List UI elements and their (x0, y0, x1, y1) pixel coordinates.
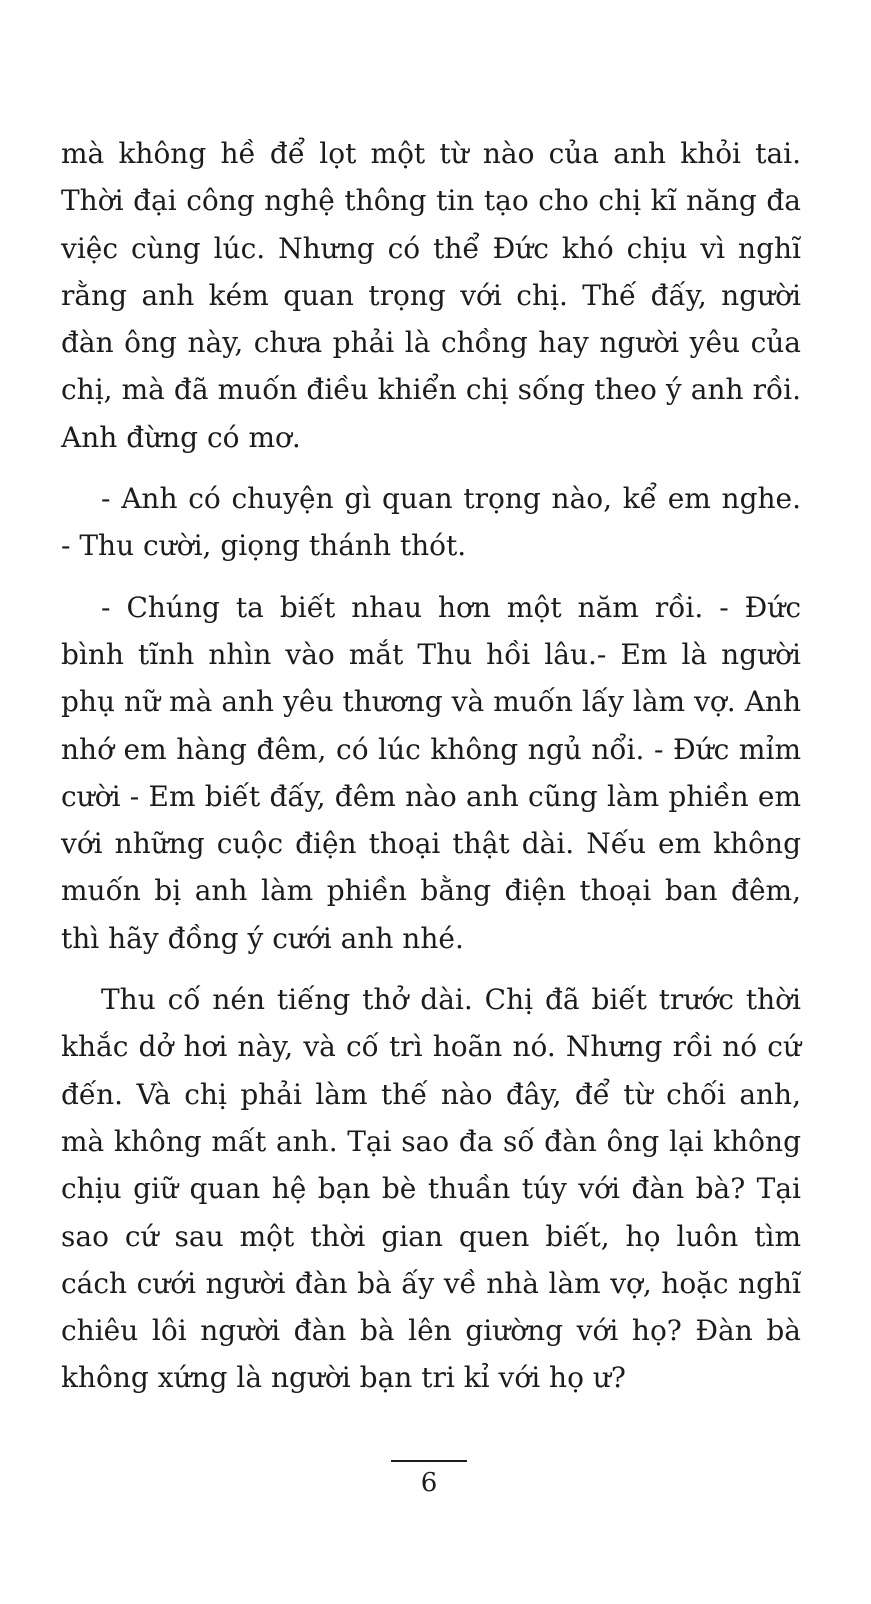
body-text (61, 130, 801, 1416)
page-number-rule (391, 1460, 467, 1462)
paragraph-4: Thu cố nén tiếng thở dài. Chị đã biết trước thời khắc dở hơi này, và cố trì hoãn nó. Nhưng rồi nó cứ đến. Và chị phải làm thế nào đây, để từ chối anh, mà không mất anh. Tại sao đa số đàn ông lại không chịu giữ quan hệ bạn bè thuần túy với đàn bà? Tại sao cứ sau một thời gian quen biết, họ luôn tìm cách cưới người đàn bà ấy về nhà làm vợ, hoặc nghĩ chiêu lôi người đàn bà lên giường với họ? Đàn bà không xứng là người bạn tri kỉ với họ ư? (61, 983, 801, 1395)
paragraph-3: - Chúng ta biết nhau hơn một năm rồi. - Đức bình tĩnh nhìn vào mắt Thu hồi lâu.- Em là người phụ nữ mà anh yêu thương và muốn lấy làm vợ. Anh nhớ em hàng đêm, có lúc không ngủ nổi. - Đức mỉm cười - Em biết đấy, đêm nào anh cũng làm phiền em với những cuộc điện thoại thật dài. Nếu em không muốn bị anh làm phiền bằng điện thoại ban đêm, thì hãy đồng ý cưới anh nhé. (61, 590, 801, 955)
paragraph-2: - Anh có chuyện gì quan trọng nào, kể em nghe. - Thu cười, giọng thánh thót. (61, 482, 801, 563)
page-number: 6 (420, 1468, 438, 1498)
paragraph-1: mà không hề để lọt một từ nào của anh khỏi tai. Thời đại công nghệ thông tin tạo cho chị kĩ năng đa việc cùng lúc. Nhưng có thể Đức khó chịu vì nghĩ rằng anh kém quan trọng với chị. Thế đấy, người đàn ông này, chưa phải là chồng hay người yêu của chị, mà đã muốn điều khiển chị sống theo ý anh rồi. Anh đừng có mơ. (61, 137, 801, 454)
